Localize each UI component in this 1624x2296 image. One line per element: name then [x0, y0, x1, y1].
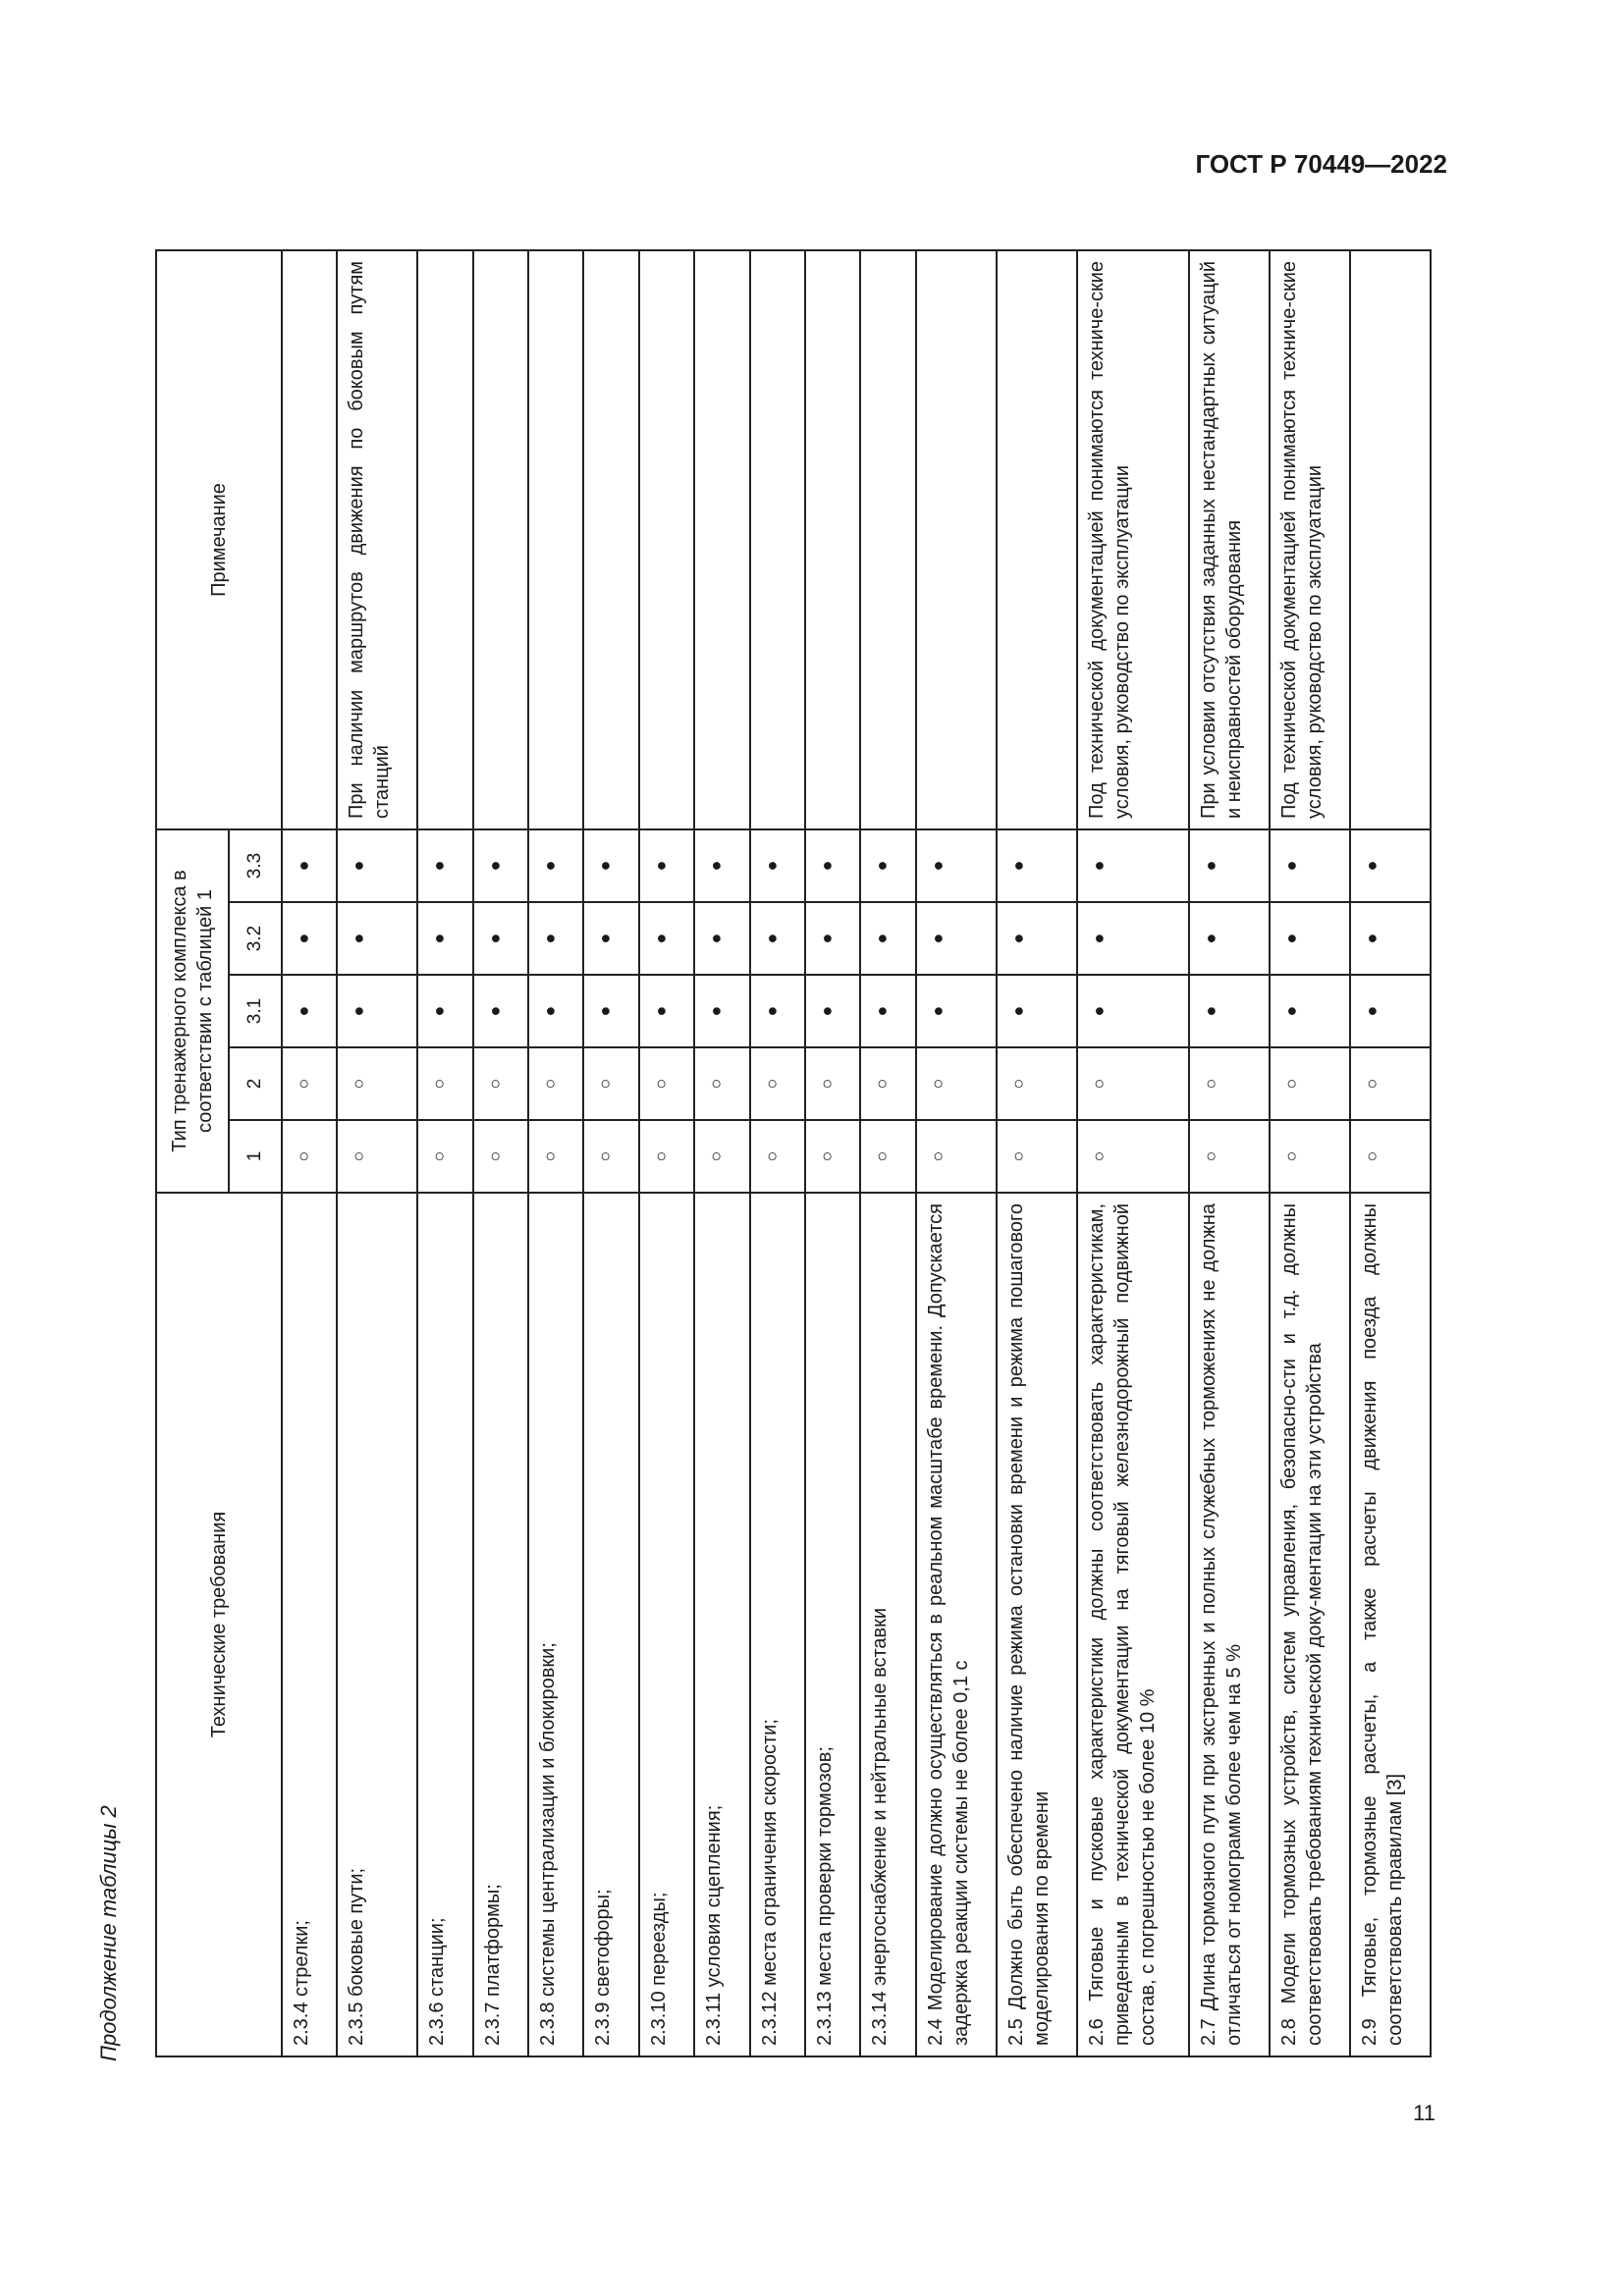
mark-cell: ●	[282, 902, 337, 975]
table-row	[860, 250, 915, 2056]
mark-cell: ●	[860, 902, 915, 975]
table-row	[1350, 250, 1431, 2056]
mark-cell: ●	[583, 975, 638, 1047]
requirement-cell: 2.3.7 платформы;	[473, 1193, 528, 2056]
mark-cell: ○	[750, 1047, 805, 1120]
mark-cell: ○	[473, 1047, 528, 1120]
mark-cell: ○	[1270, 1047, 1350, 1120]
mark-cell: ○	[805, 1047, 860, 1120]
header-type-2: 2	[229, 1047, 282, 1120]
mark-cell: ○	[1077, 1047, 1189, 1120]
table-row	[417, 250, 472, 2056]
mark-cell: ●	[417, 975, 472, 1047]
mark-cell: ●	[528, 902, 583, 975]
mark-cell: ●	[1189, 902, 1270, 975]
document-code: ГОСТ Р 70449—2022	[1195, 149, 1447, 179]
mark-cell: ○	[1189, 1120, 1270, 1193]
requirement-cell: 2.3.5 боковые пути;	[337, 1193, 417, 2056]
mark-cell: ●	[750, 975, 805, 1047]
note-cell	[282, 250, 337, 829]
page-number: 11	[1413, 2101, 1435, 2125]
header-type-1: 1	[229, 1120, 282, 1193]
mark-cell: ○	[528, 1120, 583, 1193]
mark-cell: ●	[337, 829, 417, 902]
mark-cell: ○	[417, 1047, 472, 1120]
mark-cell: ●	[805, 902, 860, 975]
mark-cell: ●	[282, 975, 337, 1047]
note-cell	[860, 250, 915, 829]
mark-cell: ●	[528, 975, 583, 1047]
mark-cell: ●	[528, 829, 583, 902]
mark-cell: ●	[916, 902, 997, 975]
header-note: Примечание	[156, 250, 282, 829]
mark-cell: ●	[1189, 975, 1270, 1047]
note-cell	[417, 250, 472, 829]
mark-cell: ○	[805, 1120, 860, 1193]
note-cell	[583, 250, 638, 829]
table-row	[997, 250, 1077, 2056]
mark-cell: ○	[282, 1120, 337, 1193]
requirement-cell: 2.9 Тяговые, тормозные расчеты, а также расчеты движения поезда должны соответствовать правилам [3]	[1350, 1193, 1431, 2056]
requirement-cell: 2.8 Модели тормозных устройств, систем управления, безопасно-сти и т.д. должны соответствовать требованиям технической доку-ментации на эти устройства	[1270, 1193, 1350, 2056]
table-continuation-caption: Продолжение таблицы 2	[96, 1805, 121, 2061]
table-header-row	[156, 250, 229, 2056]
rotated-table-wrapper	[155, 251, 1432, 2057]
requirement-cell: 2.3.4 стрелки;	[282, 1193, 337, 2056]
note-cell	[694, 250, 749, 829]
requirement-cell: 2.3.11 условия сцепления;	[694, 1193, 749, 2056]
mark-cell: ○	[1270, 1120, 1350, 1193]
note-cell	[639, 250, 694, 829]
mark-cell: ●	[1270, 902, 1350, 975]
mark-cell: ○	[860, 1047, 915, 1120]
mark-cell: ○	[639, 1120, 694, 1193]
header-type-3-2: 3.2	[229, 902, 282, 975]
mark-cell: ○	[583, 1047, 638, 1120]
mark-cell: ○	[750, 1120, 805, 1193]
note-cell	[473, 250, 528, 829]
mark-cell: ○	[1189, 1047, 1270, 1120]
mark-cell: ○	[997, 1047, 1077, 1120]
mark-cell: ●	[805, 975, 860, 1047]
table-row	[1189, 250, 1270, 2056]
mark-cell: ●	[750, 902, 805, 975]
mark-cell: ○	[337, 1047, 417, 1120]
note-cell	[528, 250, 583, 829]
mark-cell: ●	[1350, 975, 1431, 1047]
table-row	[528, 250, 583, 2056]
mark-cell: ●	[417, 829, 472, 902]
table-row	[282, 250, 337, 2056]
note-cell	[805, 250, 860, 829]
mark-cell: ●	[860, 829, 915, 902]
requirement-cell: 2.3.9 светофоры;	[583, 1193, 638, 2056]
header-requirements: Технические требования	[156, 1193, 282, 2056]
mark-cell: ○	[583, 1120, 638, 1193]
mark-cell: ●	[997, 902, 1077, 975]
note-cell	[916, 250, 997, 829]
table-row	[583, 250, 638, 2056]
header-type-3-1: 3.1	[229, 975, 282, 1047]
mark-cell: ●	[639, 975, 694, 1047]
table-row	[750, 250, 805, 2056]
mark-cell: ●	[1189, 829, 1270, 902]
mark-cell: ●	[473, 829, 528, 902]
requirement-cell: 2.3.6 станции;	[417, 1193, 472, 2056]
mark-cell: ●	[997, 829, 1077, 902]
requirement-cell: 2.5 Должно быть обеспечено наличие режима остановки времени и режима пошагового моделирования по времени	[997, 1193, 1077, 2056]
mark-cell: ●	[1270, 975, 1350, 1047]
mark-cell: ●	[916, 829, 997, 902]
mark-cell: ○	[997, 1120, 1077, 1193]
table-row	[1077, 250, 1189, 2056]
requirement-cell: 2.7 Длина тормозного пути при экстренных и полных служебных торможениях не должна отличаться от номограмм более чем на 5 %	[1189, 1193, 1270, 2056]
note-cell	[750, 250, 805, 829]
mark-cell: ○	[473, 1120, 528, 1193]
note-cell: Под технической документацией понимаются техниче-ские условия, руководство по эксплуатации	[1270, 250, 1350, 829]
mark-cell: ○	[282, 1047, 337, 1120]
header-type-group: Тип тренажерного комплекса в соответствии с таблицей 1	[156, 829, 229, 1193]
table-row	[805, 250, 860, 2056]
mark-cell: ●	[337, 975, 417, 1047]
mark-cell: ●	[1270, 829, 1350, 902]
requirement-cell: 2.3.12 места ограничения скорости;	[750, 1193, 805, 2056]
mark-cell: ●	[639, 829, 694, 902]
requirement-cell: 2.6 Тяговые и пусковые характеристики должны соответствовать характеристикам, приведенным в технической документации на тяговый железнодорожный подвижной состав, с погрешностью не более 10 %	[1077, 1193, 1189, 2056]
note-cell	[1350, 250, 1431, 829]
mark-cell: ●	[583, 829, 638, 902]
mark-cell: ●	[337, 902, 417, 975]
mark-cell: ○	[916, 1047, 997, 1120]
mark-cell: ●	[1077, 975, 1189, 1047]
mark-cell: ●	[1350, 829, 1431, 902]
table-row	[473, 250, 528, 2056]
table-row	[639, 250, 694, 2056]
mark-cell: ○	[694, 1047, 749, 1120]
mark-cell: ●	[1350, 902, 1431, 975]
mark-cell: ○	[639, 1047, 694, 1120]
table-row	[916, 250, 997, 2056]
requirement-cell: 2.3.8 системы централизации и блокировки;	[528, 1193, 583, 2056]
mark-cell: ○	[916, 1120, 997, 1193]
mark-cell: ●	[282, 829, 337, 902]
mark-cell: ●	[694, 902, 749, 975]
requirement-cell: 2.4 Моделирование должно осуществляться в реальном масштабе времени. Допускается задержка реакции системы не более 0,1 с	[916, 1193, 997, 2056]
note-cell: При наличии маршрутов движения по боковым путям станций	[337, 250, 417, 829]
mark-cell: ●	[583, 902, 638, 975]
mark-cell: ○	[694, 1120, 749, 1193]
mark-cell: ●	[473, 975, 528, 1047]
requirement-cell: 2.3.14 энергоснабжение и нейтральные вставки	[860, 1193, 915, 2056]
table-row	[337, 250, 417, 2056]
requirements-table	[155, 249, 1432, 2057]
mark-cell: ○	[1350, 1047, 1431, 1120]
mark-cell: ○	[337, 1120, 417, 1193]
mark-cell: ●	[1077, 829, 1189, 902]
mark-cell: ●	[916, 975, 997, 1047]
mark-cell: ●	[805, 829, 860, 902]
mark-cell: ●	[473, 902, 528, 975]
mark-cell: ●	[694, 975, 749, 1047]
mark-cell: ○	[1077, 1120, 1189, 1193]
mark-cell: ○	[417, 1120, 472, 1193]
mark-cell: ○	[1350, 1120, 1431, 1193]
note-cell	[997, 250, 1077, 829]
mark-cell: ●	[639, 902, 694, 975]
mark-cell: ●	[417, 902, 472, 975]
table-row	[1270, 250, 1350, 2056]
mark-cell: ●	[750, 829, 805, 902]
requirement-cell: 2.3.10 переезды;	[639, 1193, 694, 2056]
note-cell: При условии отсутствия заданных нестандартных ситуаций и неисправностей оборудования	[1189, 250, 1270, 829]
mark-cell: ○	[860, 1120, 915, 1193]
note-cell: Под технической документацией понимаются техниче-ские условия, руководство по эксплуатации	[1077, 250, 1189, 829]
header-type-3-3: 3.3	[229, 829, 282, 902]
requirement-cell: 2.3.13 места проверки тормозов;	[805, 1193, 860, 2056]
table-row	[694, 250, 749, 2056]
mark-cell: ●	[1077, 902, 1189, 975]
mark-cell: ●	[860, 975, 915, 1047]
mark-cell: ○	[528, 1047, 583, 1120]
mark-cell: ●	[997, 975, 1077, 1047]
mark-cell: ●	[694, 829, 749, 902]
